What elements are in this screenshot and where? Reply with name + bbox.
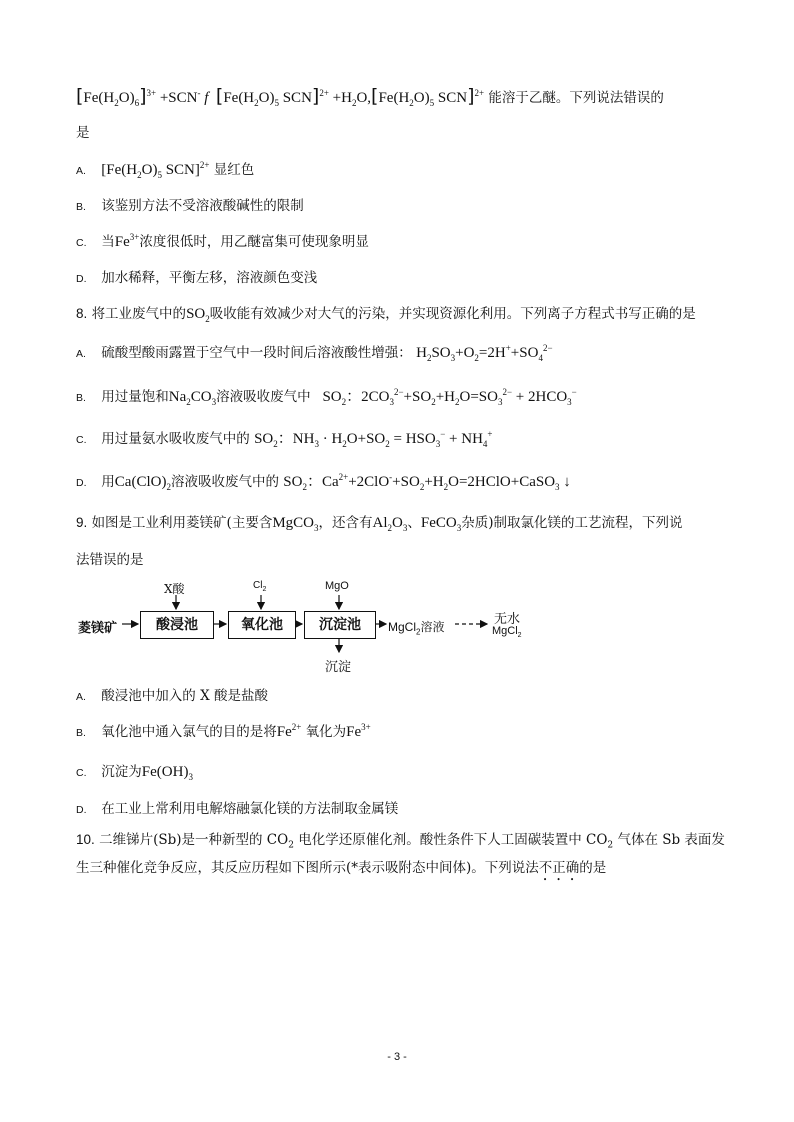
q8-stem: 8. 将工业废气中的$SO_2$吸收能有效减少对大气的污染，并实现资源化利用。下列离子方程式书写正确的是 [76,306,696,324]
q10-emphasis: 不正确 [538,860,580,876]
flow-input-x-acid: X酸 [164,582,185,596]
q9-option-d: D. 在工业上常利用电解熔融氯化镁的方法制取金属镁 [76,801,399,817]
q7-option-d: D. 加水稀释，平衡左移，溶液颜色变浅 [76,270,318,286]
flow-input-mgo: MgO [325,580,349,592]
flow-input-cl2: $Cl_2$ [253,580,267,593]
q7-option-c: C. 当$Fe^{3+}$浓度很低时，用乙醚富集可使现象明显 [76,232,369,250]
flow-output-precipitate: 沉淀 [325,660,352,675]
q8-option-c: C. 用过量氨水吸收废气中的 $SO_2$：$NH_3 \cdot H_2O+SO_2 = HSO_3^- + NH_4^+$ [76,429,493,449]
q8-option-a: A. 硫酸型酸雨露置于空气中一段时间后溶液酸性增强： $H_2SO_3+O_2=2H^++SO_4^{2-}$ [76,343,553,363]
q8-option-d: D. 用$Ca(ClO)_2$溶液吸收废气中的 $SO_2$：$Ca^{2+}+2ClO^-+SO_2+H_2O=2HClO+CaSO_3$ ↓ [76,472,571,492]
q9-option-a: A. 酸浸池中加入的 X 酸是盐酸 [76,688,268,704]
q7-option-b: B. 该鉴别方法不受溶液酸碱性的限制 [76,198,304,214]
q7-equation: $[Fe(H_2O)_6]^{3+} +SCN^-$ f [$Fe(H_2O)_5$ $SCN]^{2+} +H_2O,[Fe(H_2O)_5$ SCN]$^{2+}$ [76,85,485,108]
q9-option-c: C. 沉淀为$Fe(OH)_3$ [76,764,193,782]
q8-option-b: B. 用过量饱和$Na_2CO_3$溶液吸收废气中 $SO_2$：$2CO_3^{2-}+SO_2+H_2O=SO_3^{2-} + 2HCO_3^-$ [76,387,577,407]
q10-stem-line2: 生三种催化竞争反应，其反应历程如下图所示(*表示吸附态中间体)。下列说法不正确的是 [76,860,607,876]
flow-box-acid-leach: 酸浸池 [140,611,214,639]
q9-stem: 9. 如图是工业利用菱镁矿(主要含MgCO$_3$，还含有$Al_2O_3$、FeCO$_3$杂质)制取氯化镁的工艺流程，下列说 [76,515,683,533]
q9-stem-line2: 法错误的是 [76,552,144,568]
q9-option-b: B. 氧化池中通入氯气的目的是将$Fe^{2+}$ 氧化为$Fe^{3+}$ [76,722,371,740]
flow-box-oxidation: 氧化池 [228,611,296,639]
flow-final-mgcl2: MgCl$_2$ [492,625,522,640]
q7-second-line: 是 [76,125,90,141]
flow-raw-material: 菱镁矿 [78,621,118,636]
q7-lead-text: 能溶于乙醚。下列说法错误的 [488,90,664,106]
page-number: - 3 - [387,1051,407,1063]
flow-product-solution: MgCl$_2$溶液 [388,620,445,637]
flow-final-anhydrous: 无水 [494,612,521,627]
q7-option-a: A. [$Fe(H_2O)_5$ SCN]$^{2+}$ 显红色 [76,160,255,180]
flow-box-precipitation: 沉淀池 [304,611,376,639]
q10-stem-line1: 10. 二维锑片(Sb)是一种新型的 $CO_2$ 电化学还原催化剂。酸性条件下人工固碳装置中 $CO_2$ 气体在 Sb 表面发 [76,832,725,851]
